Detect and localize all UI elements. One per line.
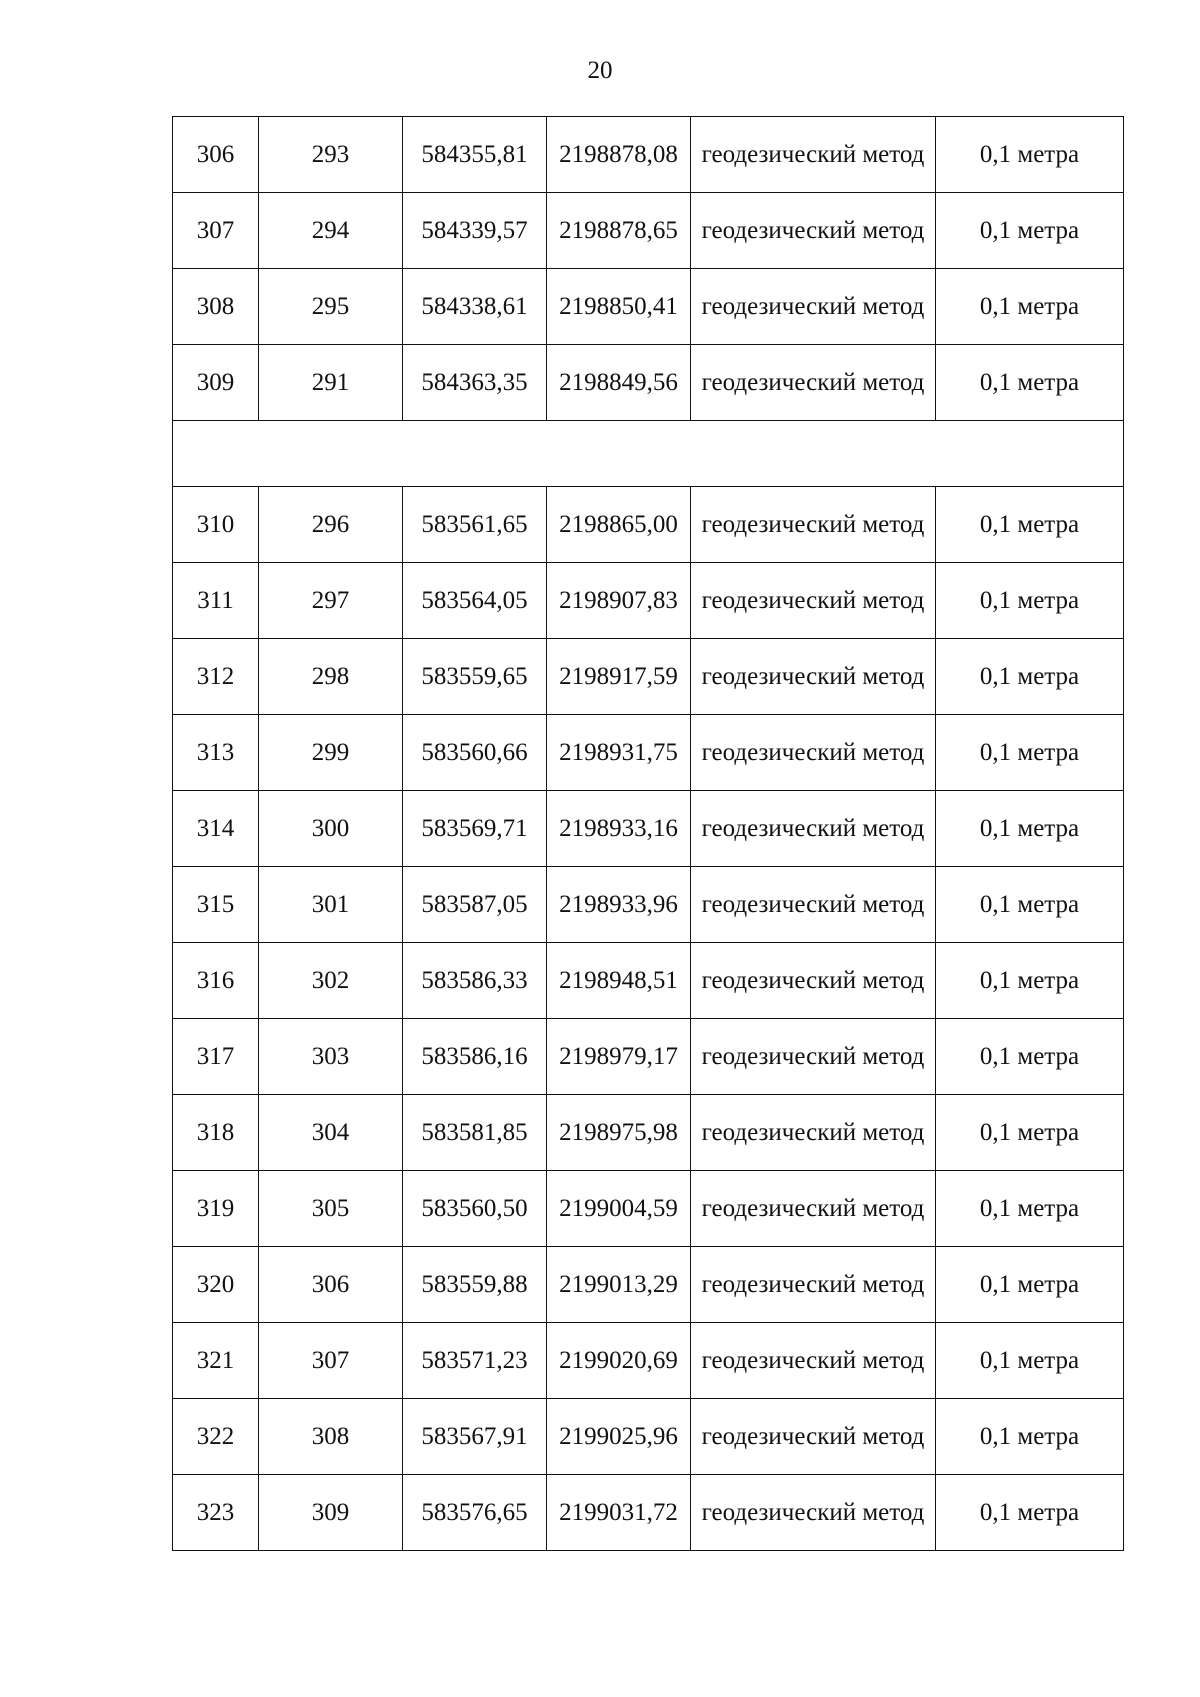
coord-x: 584355,81 (403, 117, 547, 193)
separator-cell (173, 421, 1124, 487)
coord-x: 584363,35 (403, 345, 547, 421)
table-row (173, 563, 1124, 639)
coord-y: 2199020,69 (547, 1323, 691, 1399)
row-number: 323 (173, 1475, 259, 1551)
accuracy: 0,1 метра (936, 1095, 1124, 1171)
accuracy: 0,1 метра (936, 1019, 1124, 1095)
table-row (173, 269, 1124, 345)
point-number: 307 (259, 1323, 403, 1399)
point-number: 308 (259, 1399, 403, 1475)
method: геодезический метод (691, 1399, 936, 1475)
row-number: 306 (173, 117, 259, 193)
method: геодезический метод (691, 345, 936, 421)
method: геодезический метод (691, 1323, 936, 1399)
coord-y: 2198850,41 (547, 269, 691, 345)
method: геодезический метод (691, 269, 936, 345)
accuracy: 0,1 метра (936, 867, 1124, 943)
coord-y: 2198849,56 (547, 345, 691, 421)
method: геодезический метод (691, 117, 936, 193)
point-number: 295 (259, 269, 403, 345)
table-row (173, 1323, 1124, 1399)
accuracy: 0,1 метра (936, 943, 1124, 1019)
coord-x: 583567,91 (403, 1399, 547, 1475)
method: геодезический метод (691, 1247, 936, 1323)
point-number: 300 (259, 791, 403, 867)
coord-x: 583560,66 (403, 715, 547, 791)
point-number: 294 (259, 193, 403, 269)
accuracy: 0,1 метра (936, 791, 1124, 867)
table-row (173, 345, 1124, 421)
method: геодезический метод (691, 867, 936, 943)
separator-row (173, 421, 1124, 487)
row-number: 319 (173, 1171, 259, 1247)
row-number: 308 (173, 269, 259, 345)
row-number: 321 (173, 1323, 259, 1399)
point-number: 296 (259, 487, 403, 563)
method: геодезический метод (691, 639, 936, 715)
coord-x: 583559,65 (403, 639, 547, 715)
table-row (173, 1247, 1124, 1323)
accuracy: 0,1 метра (936, 715, 1124, 791)
method: геодезический метод (691, 563, 936, 639)
point-number: 306 (259, 1247, 403, 1323)
row-number: 311 (173, 563, 259, 639)
coordinates-table (172, 116, 1124, 1551)
row-number: 307 (173, 193, 259, 269)
table-row (173, 639, 1124, 715)
table-row (173, 117, 1124, 193)
method: геодезический метод (691, 715, 936, 791)
row-number: 316 (173, 943, 259, 1019)
coord-y: 2198865,00 (547, 487, 691, 563)
coord-y: 2198948,51 (547, 943, 691, 1019)
accuracy: 0,1 метра (936, 193, 1124, 269)
coord-y: 2199004,59 (547, 1171, 691, 1247)
point-number: 309 (259, 1475, 403, 1551)
point-number: 305 (259, 1171, 403, 1247)
accuracy: 0,1 метра (936, 639, 1124, 715)
page-number: 20 (587, 57, 613, 84)
coord-x: 583586,16 (403, 1019, 547, 1095)
point-number: 304 (259, 1095, 403, 1171)
table-row (173, 715, 1124, 791)
row-number: 322 (173, 1399, 259, 1475)
method: геодезический метод (691, 791, 936, 867)
coord-x: 583571,23 (403, 1323, 547, 1399)
table-row (173, 487, 1124, 563)
method: геодезический метод (691, 1095, 936, 1171)
coordinates-table-body (173, 117, 1124, 1551)
point-number: 291 (259, 345, 403, 421)
coord-x: 584338,61 (403, 269, 547, 345)
coord-y: 2198917,59 (547, 639, 691, 715)
coord-y: 2198878,08 (547, 117, 691, 193)
row-number: 317 (173, 1019, 259, 1095)
coord-x: 583561,65 (403, 487, 547, 563)
coord-x: 583559,88 (403, 1247, 547, 1323)
table-row (173, 1171, 1124, 1247)
table-row (173, 791, 1124, 867)
accuracy: 0,1 метра (936, 1475, 1124, 1551)
method: геодезический метод (691, 1475, 936, 1551)
row-number: 318 (173, 1095, 259, 1171)
coord-y: 2198975,98 (547, 1095, 691, 1171)
row-number: 314 (173, 791, 259, 867)
row-number: 309 (173, 345, 259, 421)
accuracy: 0,1 метра (936, 487, 1124, 563)
accuracy: 0,1 метра (936, 117, 1124, 193)
row-number: 312 (173, 639, 259, 715)
method: геодезический метод (691, 1019, 936, 1095)
accuracy: 0,1 метра (936, 563, 1124, 639)
table-row (173, 1399, 1124, 1475)
coord-x: 583581,85 (403, 1095, 547, 1171)
point-number: 302 (259, 943, 403, 1019)
coord-x: 584339,57 (403, 193, 547, 269)
coord-y: 2198933,16 (547, 791, 691, 867)
accuracy: 0,1 метра (936, 1399, 1124, 1475)
table-row (173, 867, 1124, 943)
accuracy: 0,1 метра (936, 1247, 1124, 1323)
table-row (173, 193, 1124, 269)
coord-y: 2198931,75 (547, 715, 691, 791)
coord-x: 583587,05 (403, 867, 547, 943)
row-number: 315 (173, 867, 259, 943)
coord-y: 2198979,17 (547, 1019, 691, 1095)
accuracy: 0,1 метра (936, 269, 1124, 345)
table-row (173, 1095, 1124, 1171)
coord-y: 2198933,96 (547, 867, 691, 943)
accuracy: 0,1 метра (936, 1323, 1124, 1399)
method: геодезический метод (691, 193, 936, 269)
coord-y: 2198907,83 (547, 563, 691, 639)
table-row (173, 1019, 1124, 1095)
point-number: 303 (259, 1019, 403, 1095)
point-number: 299 (259, 715, 403, 791)
coord-x: 583560,50 (403, 1171, 547, 1247)
point-number: 297 (259, 563, 403, 639)
coord-x: 583564,05 (403, 563, 547, 639)
method: геодезический метод (691, 943, 936, 1019)
method: геодезический метод (691, 1171, 936, 1247)
point-number: 301 (259, 867, 403, 943)
coord-x: 583576,65 (403, 1475, 547, 1551)
coord-y: 2198878,65 (547, 193, 691, 269)
accuracy: 0,1 метра (936, 345, 1124, 421)
coord-y: 2199031,72 (547, 1475, 691, 1551)
coord-x: 583569,71 (403, 791, 547, 867)
point-number: 293 (259, 117, 403, 193)
coord-y: 2199013,29 (547, 1247, 691, 1323)
row-number: 313 (173, 715, 259, 791)
row-number: 320 (173, 1247, 259, 1323)
point-number: 298 (259, 639, 403, 715)
coord-y: 2199025,96 (547, 1399, 691, 1475)
accuracy: 0,1 метра (936, 1171, 1124, 1247)
method: геодезический метод (691, 487, 936, 563)
table-row (173, 943, 1124, 1019)
coord-x: 583586,33 (403, 943, 547, 1019)
row-number: 310 (173, 487, 259, 563)
table-row (173, 1475, 1124, 1551)
